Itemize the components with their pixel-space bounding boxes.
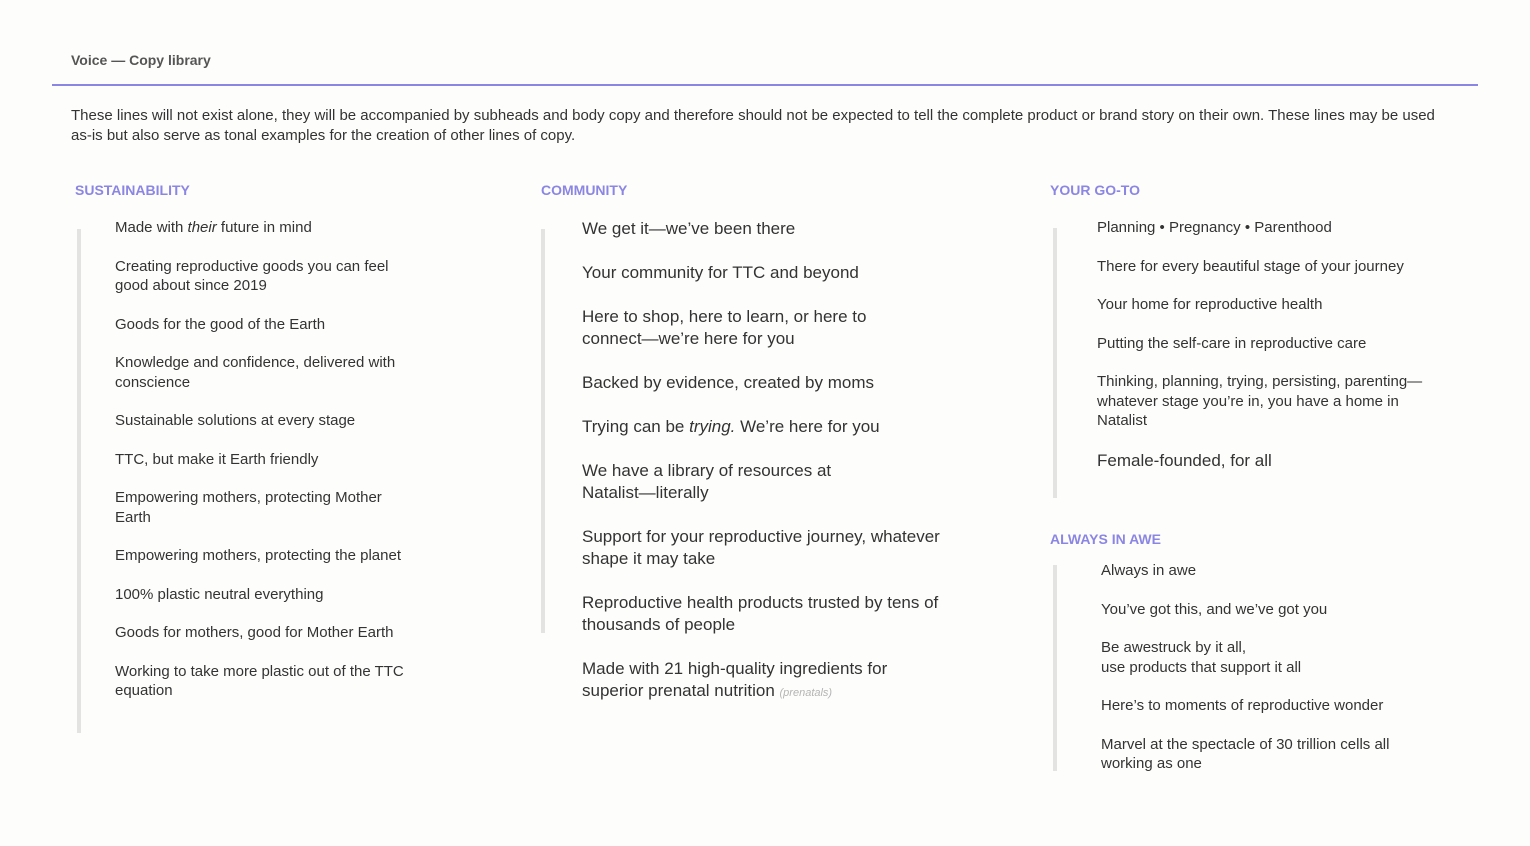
- intro-paragraph: These lines will not exist alone, they will be accompanied by subheads and body copy and therefore should not be expected to tell the complete product or brand story on their own. These lines may be used as-is but also serve as tonal examples for the creation of other lines of copy.: [71, 107, 1435, 144]
- copy-line: Support for your reproductive journey, whatever shape it may take: [582, 527, 940, 568]
- section-bar-sustainability: [77, 229, 81, 733]
- copy-line: Empowering mothers, protecting the planet: [115, 547, 401, 564]
- copy-line: Planning • Pregnancy • Parenthood: [1097, 219, 1332, 236]
- copy-line: Here’s to moments of reproductive wonder: [1101, 697, 1384, 714]
- copy-line: TTC, but make it Earth friendly: [115, 450, 319, 468]
- copy-list-sustainability: [115, 218, 445, 720]
- copy-line: Trying can be trying. We’re here for you: [582, 417, 880, 436]
- page-title: Voice — Copy library: [71, 52, 211, 68]
- copy-line: Your home for reproductive health: [1097, 296, 1323, 313]
- copy-list-always-in-awe: [1101, 561, 1441, 793]
- copy-list-your-go-to: [1097, 218, 1447, 491]
- header-divider: [52, 84, 1478, 86]
- copy-line: Putting the self-care in reproductive care: [1097, 334, 1367, 352]
- copy-line: Your community for TTC and beyond: [582, 263, 859, 282]
- copy-note: (prenatals): [779, 687, 833, 699]
- section-heading-your-go-to: YOUR GO-TO: [1050, 182, 1140, 198]
- copy-line: Creating reproductive goods you can feel good about since 2019: [115, 257, 389, 294]
- copy-line: Goods for the good of the Earth: [115, 315, 326, 333]
- copy-line: We have a library of resources at Natalist—literally: [582, 461, 832, 502]
- copy-line: You’ve got this, and we’ve got you: [1101, 600, 1328, 618]
- section-heading-always-in-awe: ALWAYS IN AWE: [1050, 531, 1161, 547]
- copy-line: Sustainable solutions at every stage: [115, 412, 356, 429]
- copy-line: Knowledge and confidence, delivered with conscience: [115, 354, 396, 391]
- copy-line: Made with 21 high-quality ingredients for superior prenatal nutrition (prenatals): [582, 659, 888, 700]
- section-bar-your-go-to: [1053, 228, 1057, 498]
- copy-line: Be awestruck by it all, use products that support it all: [1101, 639, 1302, 676]
- copy-line: Always in awe: [1101, 562, 1197, 579]
- copy-line: Female-founded, for all: [1097, 450, 1272, 470]
- section-heading-sustainability: SUSTAINABILITY: [75, 182, 190, 198]
- copy-line: We get it—we’ve been there: [582, 219, 796, 238]
- copy-line: Backed by evidence, created by moms: [582, 373, 874, 392]
- copy-line: Reproductive health products trusted by tens of thousands of people: [582, 593, 939, 634]
- section-heading-community: COMMUNITY: [541, 182, 628, 198]
- copy-line: Thinking, planning, trying, persisting, parenting—whatever stage you’re in, you have a home in Natalist: [1097, 373, 1423, 429]
- copy-line: Marvel at the spectacle of 30 trillion cells all working as one: [1101, 735, 1390, 772]
- section-bar-always-in-awe: [1053, 565, 1057, 771]
- copy-line: Here to shop, here to learn, or here to connect—we’re here for you: [582, 307, 867, 348]
- copy-line: Empowering mothers, protecting Mother Earth: [115, 489, 382, 526]
- copy-list-community: [582, 218, 982, 726]
- copy-line: Goods for mothers, good for Mother Earth: [115, 624, 394, 641]
- copy-line: Working to take more plastic out of the TTC equation: [115, 662, 404, 699]
- copy-line: 100% plastic neutral everything: [115, 585, 324, 603]
- copy-line: There for every beautiful stage of your journey: [1097, 257, 1404, 275]
- copy-line: Made with their future in mind: [115, 219, 312, 236]
- section-bar-community: [541, 229, 545, 633]
